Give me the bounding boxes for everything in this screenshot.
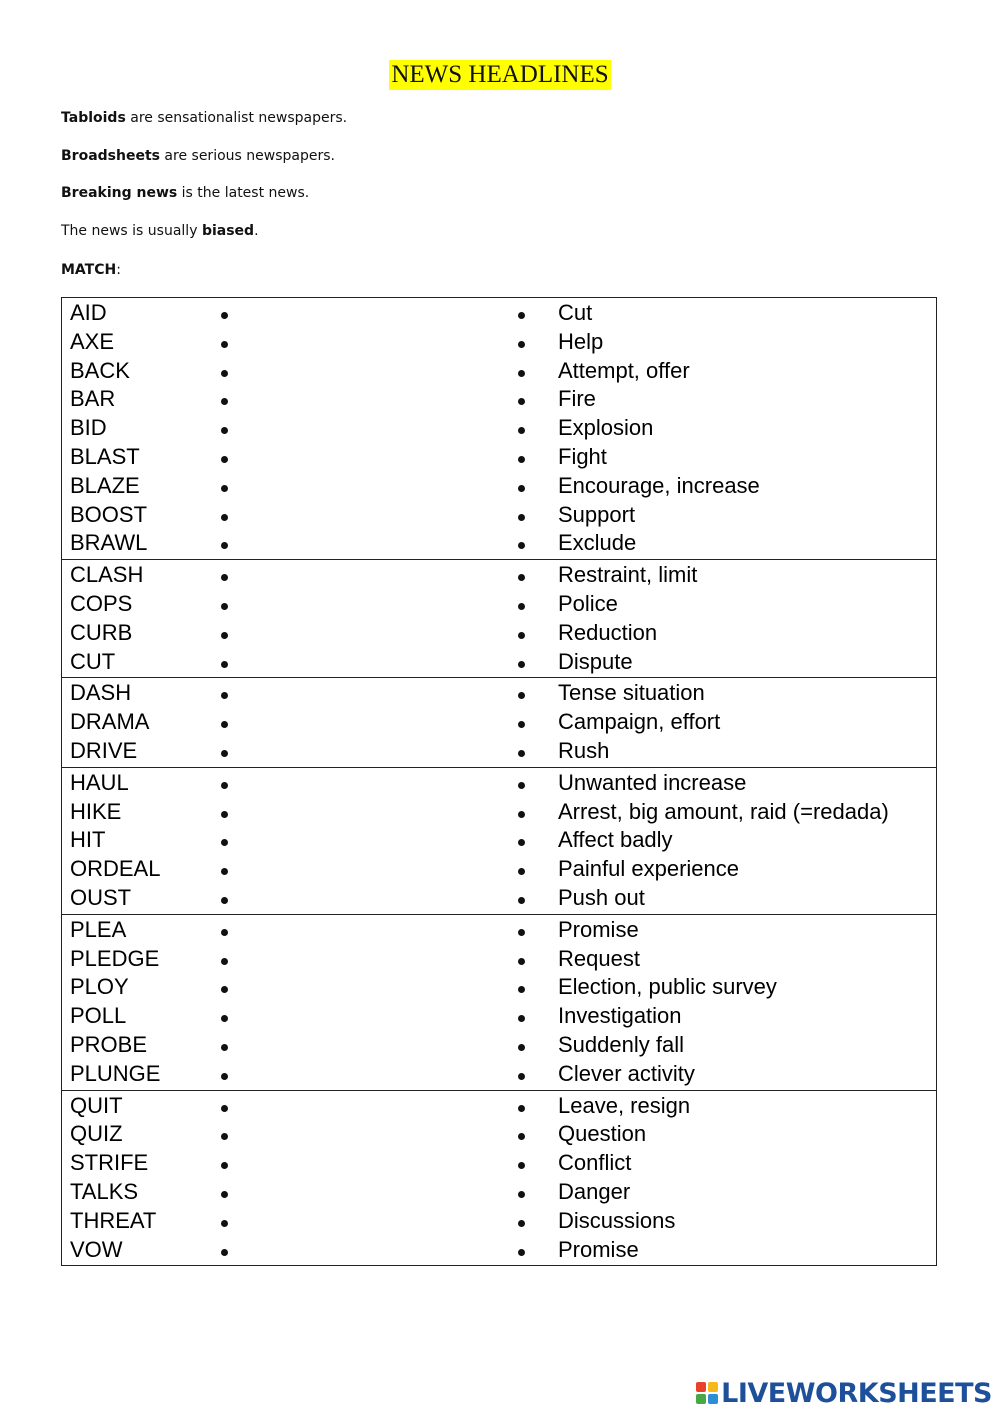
match-row	[62, 1002, 936, 1031]
left-match-dot[interactable]	[221, 312, 228, 319]
right-match-dot[interactable]	[518, 542, 525, 549]
match-group	[62, 677, 936, 766]
headline-word: AXE	[70, 328, 115, 354]
meaning: Question	[558, 1121, 647, 1147]
meaning: Support	[558, 501, 636, 527]
meaning: Painful experience	[558, 856, 740, 882]
left-match-dot[interactable]	[221, 427, 228, 434]
left-match-dot[interactable]	[221, 542, 228, 549]
right-match-dot[interactable]	[518, 1220, 525, 1227]
meaning: Reduction	[558, 619, 658, 645]
right-match-dot[interactable]	[518, 485, 525, 492]
left-match-dot[interactable]	[221, 811, 228, 818]
meaning: Clever activity	[558, 1060, 695, 1086]
match-row	[62, 1236, 936, 1265]
right-match-dot[interactable]	[518, 1015, 525, 1022]
left-match-dot[interactable]	[221, 692, 228, 699]
meaning: Dispute	[558, 648, 633, 674]
meaning: Campaign, effort	[558, 709, 721, 735]
match-table	[61, 297, 937, 1266]
right-match-dot[interactable]	[518, 574, 525, 581]
title-wrap	[0, 60, 1000, 90]
meaning: Investigation	[558, 1003, 682, 1029]
right-match-dot[interactable]	[518, 427, 525, 434]
meaning: Request	[558, 945, 640, 971]
headline-word: ORDEAL	[70, 856, 161, 882]
match-row	[62, 648, 936, 677]
headline-word: HIKE	[70, 798, 122, 824]
left-match-dot[interactable]	[221, 1191, 228, 1198]
match-row	[62, 798, 936, 827]
right-match-dot[interactable]	[518, 632, 525, 639]
right-match-dot[interactable]	[518, 1191, 525, 1198]
left-match-dot[interactable]	[221, 839, 228, 846]
match-group	[62, 767, 936, 914]
meaning: Encourage, increase	[558, 472, 760, 498]
match-group	[62, 559, 936, 677]
match-group	[62, 298, 936, 559]
meaning: Explosion	[558, 415, 654, 441]
left-match-dot[interactable]	[221, 1044, 228, 1051]
right-match-dot[interactable]	[518, 721, 525, 728]
headline-word: HIT	[70, 827, 106, 853]
right-match-dot[interactable]	[518, 692, 525, 699]
match-row	[62, 443, 936, 472]
left-match-dot[interactable]	[221, 485, 228, 492]
match-row	[62, 708, 936, 737]
left-match-dot[interactable]	[221, 1105, 228, 1112]
meaning: Push out	[558, 884, 645, 910]
headline-word: TALKS	[70, 1178, 139, 1204]
definition-text: are serious newspapers.	[159, 148, 335, 164]
right-match-dot[interactable]	[518, 986, 525, 993]
term-tabloids: Tabloids	[61, 110, 126, 126]
headline-word: POLL	[70, 1003, 127, 1029]
headline-word: PLOY	[70, 974, 129, 1000]
definition-text: is the latest news.	[177, 185, 310, 201]
match-row	[62, 884, 936, 913]
match-row	[62, 1060, 936, 1089]
match-row	[62, 1178, 936, 1207]
headline-word: DASH	[70, 680, 132, 706]
match-row	[62, 1149, 936, 1178]
headline-word: DRAMA	[70, 709, 150, 735]
right-match-dot[interactable]	[518, 929, 525, 936]
left-match-dot[interactable]	[221, 1249, 228, 1256]
match-row	[62, 1207, 936, 1236]
right-match-dot[interactable]	[518, 341, 525, 348]
left-match-dot[interactable]	[221, 1015, 228, 1022]
meaning: Help	[558, 328, 604, 354]
headline-word: QUIT	[70, 1092, 123, 1118]
match-row	[62, 945, 936, 974]
right-match-dot[interactable]	[518, 514, 525, 521]
headline-word: COPS	[70, 590, 133, 616]
definition-text: are sensationalist newspapers.	[125, 110, 348, 126]
left-match-dot[interactable]	[221, 1073, 228, 1080]
left-match-dot[interactable]	[221, 661, 228, 668]
right-match-dot[interactable]	[518, 1044, 525, 1051]
match-row	[62, 769, 936, 798]
headline-word: CUT	[70, 648, 116, 674]
match-row	[62, 561, 936, 590]
match-group	[62, 914, 936, 1090]
headline-word: BLAZE	[70, 472, 140, 498]
left-match-dot[interactable]	[221, 958, 228, 965]
match-instruction	[61, 261, 121, 279]
left-match-dot[interactable]	[221, 1133, 228, 1140]
logo-block	[696, 1394, 706, 1404]
left-match-dot[interactable]	[221, 514, 228, 521]
logo-block	[696, 1382, 706, 1392]
match-row	[62, 529, 936, 558]
match-suffix: :	[116, 262, 121, 278]
match-row	[62, 357, 936, 386]
match-row	[62, 1120, 936, 1149]
left-match-dot[interactable]	[221, 868, 228, 875]
left-match-dot[interactable]	[221, 632, 228, 639]
left-match-dot[interactable]	[221, 456, 228, 463]
headline-word: PLEA	[70, 916, 127, 942]
right-match-dot[interactable]	[518, 661, 525, 668]
definition-tabloids	[61, 109, 347, 127]
left-match-dot[interactable]	[221, 897, 228, 904]
left-match-dot[interactable]	[221, 986, 228, 993]
right-match-dot[interactable]	[518, 370, 525, 377]
meaning: Discussions	[558, 1207, 676, 1233]
headline-word: AID	[70, 300, 107, 325]
liveworksheets-logo	[696, 1377, 992, 1409]
right-match-dot[interactable]	[518, 312, 525, 319]
term-broadsheets: Broadsheets	[61, 148, 160, 164]
left-match-dot[interactable]	[221, 750, 228, 757]
headline-word: BLAST	[70, 443, 140, 469]
match-row	[62, 916, 936, 945]
match-row	[62, 826, 936, 855]
meaning: Promise	[558, 916, 639, 942]
term-breaking-news: Breaking news	[61, 185, 178, 201]
headline-word: DRIVE	[70, 737, 138, 763]
match-label: MATCH	[61, 262, 117, 278]
right-match-dot[interactable]	[518, 958, 525, 965]
meaning: Police	[558, 590, 618, 616]
meaning: Election, public survey	[558, 974, 777, 1000]
page-title: NEWS HEADLINES	[391, 61, 609, 88]
headline-word: HAUL	[70, 769, 129, 795]
headline-word: PLUNGE	[70, 1060, 161, 1086]
meaning: Unwanted increase	[558, 769, 747, 795]
match-row	[62, 737, 936, 766]
meaning: Restraint, limit	[558, 562, 698, 588]
headline-word: PLEDGE	[70, 945, 160, 971]
right-match-dot[interactable]	[518, 782, 525, 789]
meaning: Danger	[558, 1178, 631, 1204]
right-match-dot[interactable]	[518, 603, 525, 610]
definition-breaking-news	[61, 184, 309, 202]
match-row	[62, 619, 936, 648]
match-row	[62, 328, 936, 357]
right-match-dot[interactable]	[518, 868, 525, 875]
left-match-dot[interactable]	[221, 929, 228, 936]
headline-word: STRIFE	[70, 1150, 149, 1176]
meaning: Suddenly fall	[558, 1031, 684, 1057]
headline-word: CURB	[70, 619, 133, 645]
right-match-dot[interactable]	[518, 897, 525, 904]
logo-block	[708, 1382, 718, 1392]
match-row	[62, 855, 936, 884]
match-row	[62, 385, 936, 414]
right-match-dot[interactable]	[518, 398, 525, 405]
right-match-dot[interactable]	[518, 839, 525, 846]
match-row	[62, 299, 936, 328]
left-match-dot[interactable]	[221, 398, 228, 405]
headline-word: PROBE	[70, 1031, 148, 1057]
meaning: Fight	[558, 443, 607, 469]
left-match-dot[interactable]	[221, 1162, 228, 1169]
right-match-dot[interactable]	[518, 456, 525, 463]
left-match-dot[interactable]	[221, 1220, 228, 1227]
headline-word: CLASH	[70, 562, 144, 588]
left-match-dot[interactable]	[221, 721, 228, 728]
headline-word: OUST	[70, 884, 132, 910]
meaning: Tense situation	[558, 680, 705, 706]
term-biased: biased	[201, 223, 255, 239]
right-match-dot[interactable]	[518, 750, 525, 757]
headline-word: BOOST	[70, 501, 148, 527]
meaning: Promise	[558, 1236, 639, 1262]
left-match-dot[interactable]	[221, 341, 228, 348]
definition-text: The news is usually	[61, 223, 202, 239]
match-row	[62, 590, 936, 619]
headline-word: THREAT	[70, 1207, 157, 1233]
headline-word: QUIZ	[70, 1121, 123, 1147]
logo-blocks-icon	[696, 1382, 718, 1404]
logo-text: LIVEWORKSHEETS	[721, 1377, 992, 1409]
match-row	[62, 414, 936, 443]
match-group	[62, 1090, 936, 1266]
meaning: Arrest, big amount, raid (=redada)	[558, 798, 889, 824]
match-row	[62, 1031, 936, 1060]
headline-word: BID	[70, 415, 107, 441]
meaning: Attempt, offer	[558, 357, 690, 383]
match-row	[62, 1092, 936, 1121]
left-match-dot[interactable]	[221, 370, 228, 377]
meaning: Fire	[558, 386, 596, 412]
left-match-dot[interactable]	[221, 603, 228, 610]
meaning: Rush	[558, 737, 610, 763]
meaning: Leave, resign	[558, 1092, 691, 1118]
right-match-dot[interactable]	[518, 1249, 525, 1256]
meaning: Conflict	[558, 1150, 632, 1176]
match-row	[62, 501, 936, 530]
right-match-dot[interactable]	[518, 1105, 525, 1112]
meaning: Cut	[558, 300, 593, 325]
headline-word: VOW	[70, 1236, 123, 1262]
left-match-dot[interactable]	[221, 782, 228, 789]
definition-broadsheets	[61, 147, 335, 165]
left-match-dot[interactable]	[221, 574, 228, 581]
match-row	[62, 679, 936, 708]
meaning: Affect badly	[558, 827, 673, 853]
definition-text: .	[254, 223, 259, 239]
headline-word: BACK	[70, 357, 130, 383]
logo-block	[708, 1394, 718, 1404]
meaning: Exclude	[558, 530, 637, 556]
match-row	[62, 973, 936, 1002]
right-match-dot[interactable]	[518, 1133, 525, 1140]
right-match-dot[interactable]	[518, 1162, 525, 1169]
match-row	[62, 472, 936, 501]
headline-word: BRAWL	[70, 530, 148, 556]
right-match-dot[interactable]	[518, 1073, 525, 1080]
definition-biased	[61, 222, 259, 240]
headline-word: BAR	[70, 386, 116, 412]
right-match-dot[interactable]	[518, 811, 525, 818]
